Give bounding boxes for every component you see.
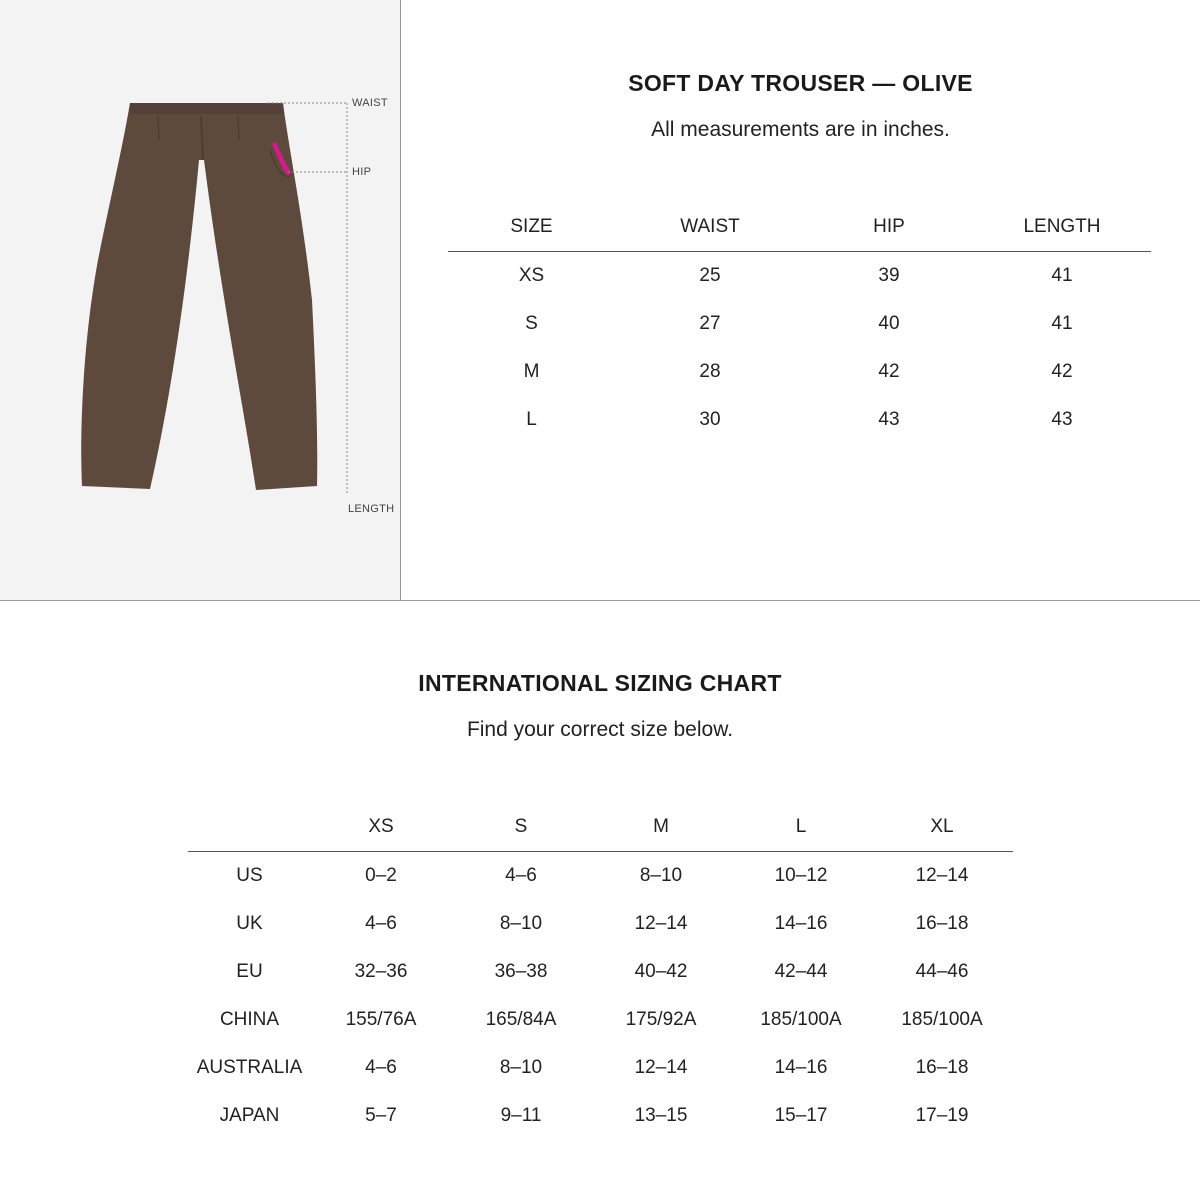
table-cell: 4–6 [365, 913, 397, 934]
table-cell: 41 [1051, 313, 1073, 334]
table-cell: 155/76A [345, 1009, 417, 1030]
table-cell: 40 [878, 313, 900, 334]
table-cell: 41 [1051, 265, 1073, 286]
column-header: M [591, 803, 731, 852]
column-header: LENGTH [973, 203, 1151, 252]
column-header: WAIST [615, 203, 805, 252]
table-cell: 44–46 [915, 961, 969, 982]
table-cell: 43 [1051, 409, 1073, 430]
table-cell: 16–18 [915, 1057, 969, 1078]
table-cell: 12–14 [915, 865, 969, 886]
waist-label: WAIST [352, 97, 388, 109]
table-cell: 8–10 [639, 865, 683, 886]
column-header [188, 803, 311, 852]
table-cell: EU [236, 961, 263, 982]
table-cell: 175/92A [625, 1009, 697, 1030]
table-cell: 28 [699, 361, 721, 382]
table-cell: 12–14 [634, 1057, 688, 1078]
table-cell: 14–16 [774, 1057, 828, 1078]
table-cell: L [526, 409, 537, 430]
table-cell: 185/100A [760, 1009, 842, 1030]
table-cell: AUSTRALIA [196, 1057, 303, 1078]
table-cell: 43 [878, 409, 900, 430]
table-cell: 13–15 [634, 1105, 688, 1126]
table-cell: 15–17 [774, 1105, 828, 1126]
product-title: SOFT DAY TROUSER — OLIVE [628, 70, 973, 96]
table-cell: 25 [699, 265, 721, 286]
table-cell: 165/84A [485, 1009, 557, 1030]
product-image-panel [0, 0, 401, 600]
table-cell: M [523, 361, 540, 382]
table-cell: 185/100A [901, 1009, 983, 1030]
table-cell: US [236, 865, 263, 886]
table-cell: 16–18 [915, 913, 969, 934]
table-cell: XS [518, 265, 545, 286]
international-subtitle: Find your correct size below. [466, 718, 734, 741]
table-row [448, 252, 1151, 301]
table-cell: 42 [1051, 361, 1073, 382]
table-cell: 12–14 [634, 913, 688, 934]
international-title: INTERNATIONAL SIZING CHART [418, 670, 782, 696]
table-row [448, 348, 1151, 396]
table-cell: 30 [699, 409, 721, 430]
length-label: LENGTH [348, 503, 395, 515]
table-row [188, 1044, 1013, 1092]
table-header-row [448, 203, 1151, 252]
table-cell: CHINA [219, 1009, 280, 1030]
table-cell: 4–6 [505, 865, 537, 886]
table-row [188, 948, 1013, 996]
table-row [188, 852, 1013, 901]
international-sizing-table [188, 803, 1013, 1140]
table-cell: 4–6 [365, 1057, 397, 1078]
table-cell: 17–19 [915, 1105, 969, 1126]
table-row [448, 300, 1151, 348]
table-row [188, 1092, 1013, 1140]
table-cell: 32–36 [354, 961, 408, 982]
table-cell: 5–7 [365, 1105, 397, 1126]
table-row [448, 396, 1151, 444]
table-cell: S [525, 313, 538, 334]
column-header: L [731, 803, 871, 852]
table-cell: UK [236, 913, 263, 934]
table-cell: JAPAN [219, 1105, 280, 1126]
column-header: SIZE [448, 203, 615, 252]
column-header: XL [871, 803, 1013, 852]
table-cell: 0–2 [365, 865, 397, 886]
hip-label: HIP [352, 166, 372, 178]
table-cell: 40–42 [634, 961, 688, 982]
table-cell: 8–10 [499, 913, 543, 934]
table-cell: 36–38 [494, 961, 548, 982]
table-row [188, 900, 1013, 948]
column-header: XS [311, 803, 451, 852]
product-subtitle: All measurements are in inches. [651, 118, 950, 141]
table-cell: 42 [878, 361, 900, 382]
table-cell: 39 [878, 265, 900, 286]
table-row [188, 996, 1013, 1044]
column-header: HIP [805, 203, 973, 252]
table-cell: 27 [699, 313, 721, 334]
product-measurement-table [448, 203, 1151, 444]
table-cell: 9–11 [500, 1105, 542, 1126]
table-cell: 42–44 [774, 961, 828, 982]
table-cell: 8–10 [499, 1057, 543, 1078]
table-cell: 10–12 [774, 865, 828, 886]
table-header-row [188, 803, 1013, 852]
table-cell: 14–16 [774, 913, 828, 934]
column-header: S [451, 803, 591, 852]
trouser-measurement-diagram [0, 0, 400, 600]
